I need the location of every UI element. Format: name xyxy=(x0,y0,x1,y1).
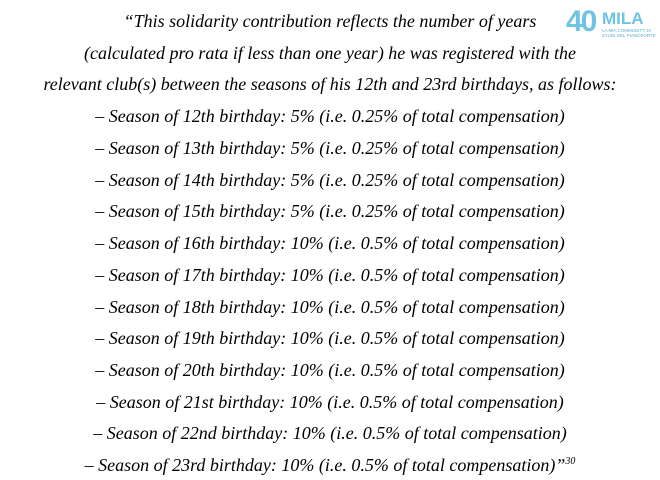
list-item: – Season of 16th birthday: 10% (i.e. 0.5% of total compensation) xyxy=(95,233,565,253)
list-item: – Season of 14th birthday: 5% (i.e. 0.25% of total compensation) xyxy=(95,170,565,190)
list-item-text: – Season of 23rd birthday: 10% (i.e. 0.5% of total compensation)” xyxy=(84,455,566,475)
logo xyxy=(566,6,656,46)
list-item: – Season of 20th birthday: 10% (i.e. 0.5% of total compensation) xyxy=(95,360,565,380)
logo-number: 40 xyxy=(566,5,596,38)
list-item: – Season of 18th birthday: 10% (i.e. 0.5% of total compensation) xyxy=(95,297,565,317)
list-item: – Season of 19th birthday: 10% (i.e. 0.5% of total compensation) xyxy=(95,328,565,348)
intro-line-3: relevant club(s) between the seasons of his 12th and 23rd birthdays, as follows: xyxy=(43,74,617,94)
list-item: – Season of 22nd birthday: 10% (i.e. 0.5% of total compensation) xyxy=(93,423,567,443)
list-item: – Season of 21st birthday: 10% (i.e. 0.5% of total compensation) xyxy=(96,392,564,412)
list-item-last xyxy=(0,454,660,476)
logo-tagline: LA MIA COMMUNITY DI STUDI DEL PIANOFORTE xyxy=(602,28,656,38)
footnote-marker: 30 xyxy=(565,456,576,467)
list-item: – Season of 15th birthday: 5% (i.e. 0.25% of total compensation) xyxy=(95,201,565,221)
intro-line-2: (calculated pro rata if less than one year) he was registered with the xyxy=(84,43,576,63)
list-item: – Season of 17th birthday: 10% (i.e. 0.5% of total compensation) xyxy=(95,265,565,285)
intro-line-1: “This solidarity contribution reflects the number of years xyxy=(123,11,537,31)
list-item: – Season of 13th birthday: 5% (i.e. 0.25% of total compensation) xyxy=(95,138,565,158)
logo-name: MILA xyxy=(602,9,644,28)
list-item: – Season of 12th birthday: 5% (i.e. 0.25% of total compensation) xyxy=(95,106,565,126)
